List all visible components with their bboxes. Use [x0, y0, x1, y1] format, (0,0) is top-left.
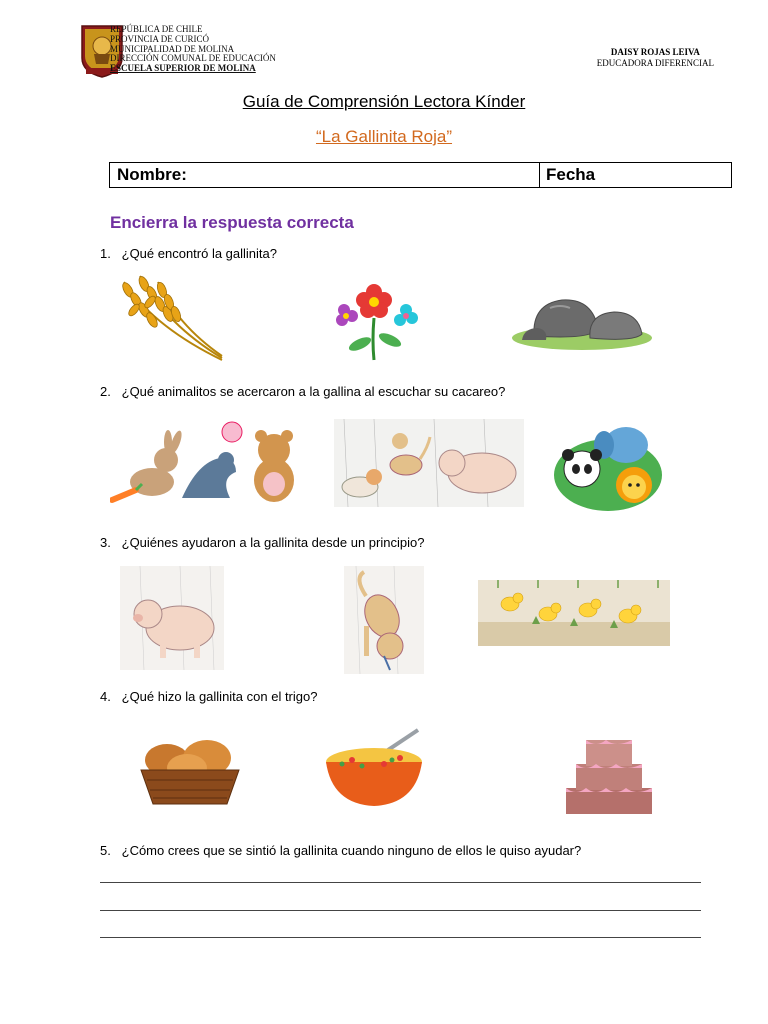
wheat-image[interactable]	[114, 272, 224, 364]
panda-elephant-lion-image[interactable]	[552, 415, 664, 513]
story-title: “La Gallinita Roja”	[315, 127, 453, 146]
document-header	[80, 24, 740, 84]
name-field[interactable]	[110, 163, 540, 187]
answer-line-1[interactable]	[100, 882, 701, 883]
date-field[interactable]	[540, 163, 731, 187]
question-number: 1.	[100, 246, 111, 261]
question-text: ¿Qué animalitos se acercaron a la gallina al escuchar su cacareo?	[121, 384, 506, 399]
question-2	[100, 384, 505, 399]
cake-image[interactable]	[560, 730, 658, 820]
question-3	[100, 535, 424, 550]
question-text: ¿Qué encontró la gallinita?	[121, 246, 277, 261]
answer-line-2[interactable]	[100, 910, 701, 911]
rocks-image[interactable]	[510, 284, 658, 354]
question-number: 5.	[100, 843, 111, 858]
school-line-country: REPÚBLICA DE CHILE	[110, 24, 203, 34]
cat-dog-pig-image[interactable]	[334, 419, 524, 507]
teacher-name: DAISY ROJAS LEIVA	[610, 47, 700, 57]
question-number: 4.	[100, 689, 111, 704]
bread-basket-image[interactable]	[135, 730, 245, 808]
dog-image[interactable]	[344, 566, 424, 674]
teacher-role: EDUCADORA DIFERENCIAL	[596, 58, 714, 68]
school-line-school: ESCUELA SUPERIOR DE MOLINA	[110, 63, 256, 74]
instruction-heading: Encierra la respuesta correcta	[110, 213, 354, 232]
page-title: Guía de Comprensión Lectora Kínder	[242, 92, 526, 111]
soup-bowl-image[interactable]	[322, 726, 426, 810]
pig-image[interactable]	[120, 566, 224, 670]
date-label: Fecha	[546, 165, 596, 184]
question-text: ¿Cómo crees que se sintió la gallinita cuando ninguno de ellos le quiso ayudar?	[121, 843, 582, 858]
teacher-info	[597, 47, 714, 69]
answer-line-3[interactable]	[100, 937, 701, 938]
question-5	[100, 843, 581, 858]
chicks-image[interactable]	[478, 580, 670, 646]
school-info	[110, 25, 276, 74]
flower-image[interactable]	[330, 276, 424, 362]
question-text: ¿Qué hizo la gallinita con el trigo?	[121, 689, 318, 704]
question-4	[100, 689, 317, 704]
name-date-table	[109, 162, 732, 188]
question-number: 3.	[100, 535, 111, 550]
rabbit-seal-bear-image[interactable]	[110, 418, 300, 506]
question-1	[100, 246, 277, 261]
school-line-direction: DIRECCIÓN COMUNAL DE EDUCACIÓN	[110, 53, 276, 64]
school-line-province: PROVINCIA DE CURICÓ	[110, 33, 210, 44]
question-number: 2.	[100, 384, 111, 399]
name-label: Nombre:	[117, 165, 187, 184]
question-text: ¿Quiénes ayudaron a la gallinita desde un principio?	[121, 535, 425, 550]
school-line-municipality: MUNICIPALIDAD DE MOLINA	[110, 43, 235, 54]
